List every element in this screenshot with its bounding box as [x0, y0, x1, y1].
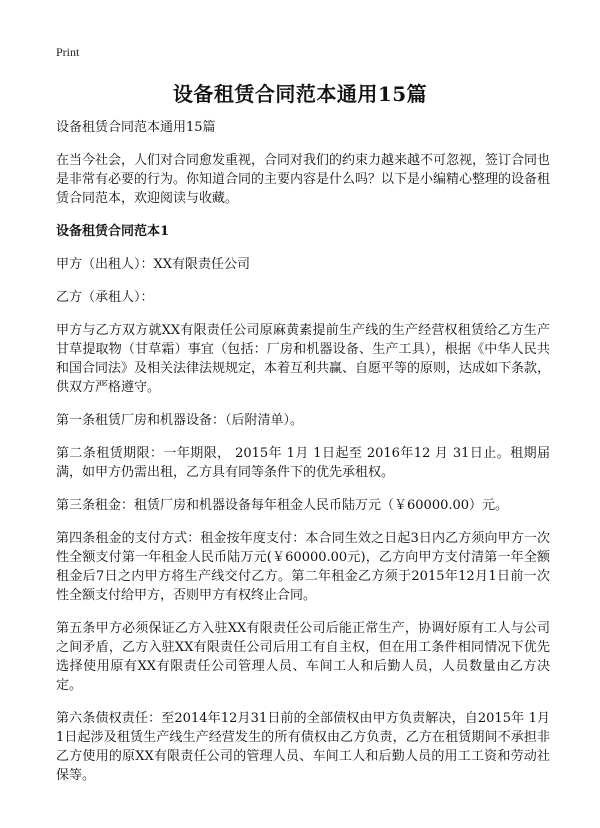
clause-4: 第四条租金的支付方式：租金按年度支付：本合同生效之日起3日内乙方须向甲方一次性全额支付第一年租金人民币陆万元(￥60000.00元)，乙方向甲方支付清第一年全额租金后7日之内甲方将生产线交付乙方。第二年租金乙方须于2015年12月1日前一次性全额支付给甲方，否则甲方有权终止合同。 — [56, 531, 550, 603]
document-subtitle: 设备租赁合同范本通用15篇 — [56, 120, 216, 135]
clause-1: 第一条租赁厂房和机器设备：（后附清单）。 — [56, 413, 304, 428]
clause-5: 第五条甲方必须保证乙方入驻XX有限责任公司后能正常生产，协调好原有工人与公司之间矛盾，乙方入驻XX有限责任公司后用工有自主权，但在用工条件相同情况下优先选择使用原有XX有限责任公司管理人员、车间工人和后勤人员，人员数量由乙方决定。 — [56, 621, 550, 693]
clause-3: 第三条租金：租赁厂房和机器设备每年租金人民币陆万元（￥60000.00）元。 — [56, 498, 509, 513]
clause-2: 第二条租赁期限：一年期限， 2015年 1月 1日起至 2016年12 月 31日止。租期届满，如甲方仍需出租，乙方具有同等条件下的优先承租权。 — [56, 446, 550, 480]
party-a: 甲方（出租人）：XX有限责任公司 — [56, 257, 251, 272]
preamble-paragraph: 甲方与乙方双方就XX有限责任公司原麻黄素提前生产线的生产经营权租赁给乙方生产甘草提取物（甘草霜）事宜（包括：厂房和机器设备、生产工具），根据《中华人民共和国合同法》及相关法律法规规定，本着互利共赢、自愿平等的原则，达成如下条款，供双方严格遵守。 — [56, 323, 551, 395]
document-body — [56, 118, 550, 799]
clause-6: 第六条债权责任：至2014年12月31日前的全部债权由甲方负责解决，自2015年 1月1日起涉及租赁生产线生产经营发生的所有债权由乙方负责，乙方在租赁期间不承担非乙方使用的原XX有限责任公司的管理人员、车间工人和后勤人员的用工工资和劳动社保等。 — [56, 711, 550, 783]
section-heading: 设备租赁合同范本1 — [56, 224, 170, 239]
intro-paragraph: 在当今社会，人们对合同愈发重视，合同对我们的约束力越来越不可忽视，签订合同也是非常有必要的行为。你知道合同的主要内容是什么吗？以下是小编精心整理的设备租赁合同范本，欢迎阅读与收藏。 — [56, 153, 551, 206]
party-b: 乙方（承租人）： — [56, 290, 154, 305]
document-title: 设备租赁合同范本通用15篇 — [172, 82, 428, 106]
print-label: Print — [56, 45, 80, 59]
